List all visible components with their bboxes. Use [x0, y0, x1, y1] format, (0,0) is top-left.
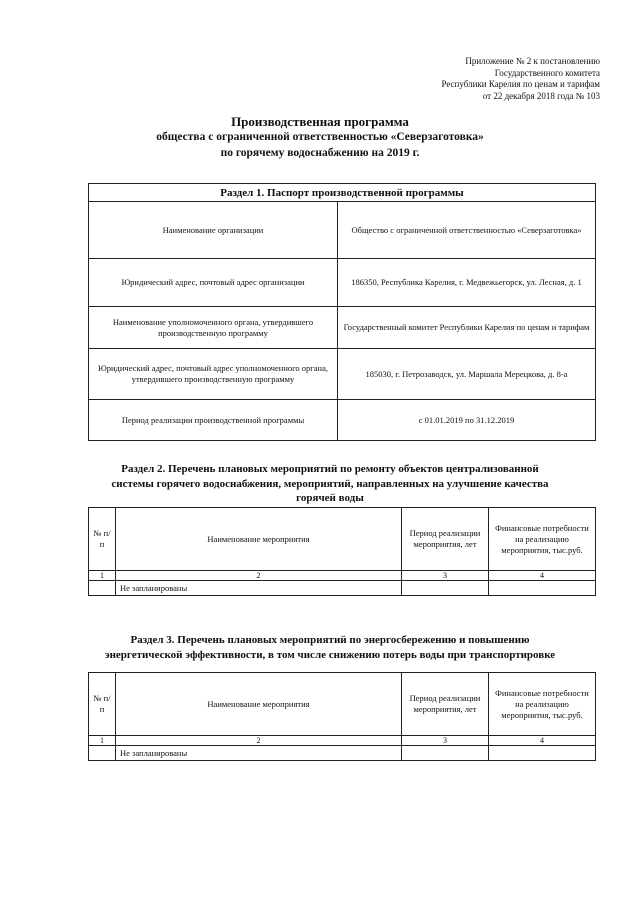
passport-value: с 01.01.2019 по 31.12.2019 [338, 400, 596, 441]
section2-heading [60, 462, 600, 504]
passport-header: Раздел 1. Паспорт производственной программы [89, 184, 596, 202]
cell [89, 581, 116, 596]
table-header-row [89, 673, 596, 736]
table-row [89, 581, 596, 596]
column-numbers-row [89, 736, 596, 746]
section3-heading [60, 633, 600, 663]
table-row [89, 202, 596, 259]
appendix-line: Приложение № 2 к постановлению [465, 56, 600, 66]
appendix-note [380, 56, 600, 102]
passport-table [88, 183, 596, 441]
cell [402, 746, 489, 761]
col-index: 4 [489, 571, 596, 581]
heading-line: системы горячего водоснабжения, мероприятий, направленных на улучшение качества [111, 478, 549, 490]
row-text: Не запланированы [116, 581, 402, 596]
heading-line: Раздел 3. Перечень плановых мероприятий по энергосбережению и повышению [130, 634, 530, 646]
section3-table [88, 672, 596, 761]
section2-table [88, 507, 596, 596]
appendix-line: от 22 декабря 2018 года № 103 [482, 90, 600, 101]
column-numbers-row [89, 571, 596, 581]
heading-line: энергетической эффективности, в том числе снижению потерь воды при транспортировке [104, 649, 556, 661]
appendix-line: Республики Карелия по ценам и тарифам [441, 79, 600, 89]
document-title: Производственная программа [231, 114, 409, 129]
col-index: 2 [116, 736, 402, 746]
cell [89, 746, 116, 761]
appendix-line: Государственного комитета [494, 67, 600, 78]
document-subtitle-2: по горячему водоснабжению на 2019 г. [220, 147, 420, 159]
col-name: Наименование мероприятия [116, 673, 402, 736]
passport-value: Общество с ограниченной ответственностью «Северзаготовка» [338, 202, 596, 259]
col-number: № п/п [89, 508, 116, 571]
col-index: 3 [402, 571, 489, 581]
col-period: Период реализации мероприятия, лет [402, 673, 489, 736]
passport-header-row [89, 184, 596, 202]
passport-label: Юридический адрес, почтовый адрес уполномоченного органа, утвердившего производственную программу [89, 349, 338, 400]
passport-label: Юридический адрес, почтовый адрес организации [89, 259, 338, 307]
table-row [89, 746, 596, 761]
col-index: 2 [116, 571, 402, 581]
document-subtitle: общества с ограниченной ответственностью «Северзаготовка» [156, 131, 484, 143]
passport-label: Наименование организации [89, 202, 338, 259]
col-finance: Финансовые потребности на реализацию мероприятия, тыс.руб. [489, 508, 596, 571]
passport-value: Государственный комитет Республики Карелия по ценам и тарифам [338, 307, 596, 349]
passport-label: Наименование уполномоченного органа, утвердившего производственную программу [89, 307, 338, 349]
col-index: 3 [402, 736, 489, 746]
cell [489, 746, 596, 761]
col-number: № п/п [89, 673, 116, 736]
passport-value: 185030, г. Петрозаводск, ул. Маршала Мерецкова, д. 8-а [338, 349, 596, 400]
row-text: Не запланированы [116, 746, 402, 761]
table-row [89, 400, 596, 441]
table-row [89, 349, 596, 400]
col-index: 1 [89, 736, 116, 746]
col-period: Период реализации мероприятия, лет [402, 508, 489, 571]
cell [489, 581, 596, 596]
col-finance: Финансовые потребности на реализацию мероприятия, тыс.руб. [489, 673, 596, 736]
table-header-row [89, 508, 596, 571]
passport-label: Период реализации производственной программы [89, 400, 338, 441]
table-row [89, 259, 596, 307]
col-name: Наименование мероприятия [116, 508, 402, 571]
col-index: 1 [89, 571, 116, 581]
table-row [89, 307, 596, 349]
cell [402, 581, 489, 596]
passport-value: 186350, Республика Карелия, г. Медвежьегорск, ул. Лесная, д. 1 [338, 259, 596, 307]
heading-line: горячей воды [296, 492, 364, 504]
col-index: 4 [489, 736, 596, 746]
heading-line: Раздел 2. Перечень плановых мероприятий по ремонту объектов централизованной [121, 463, 539, 475]
